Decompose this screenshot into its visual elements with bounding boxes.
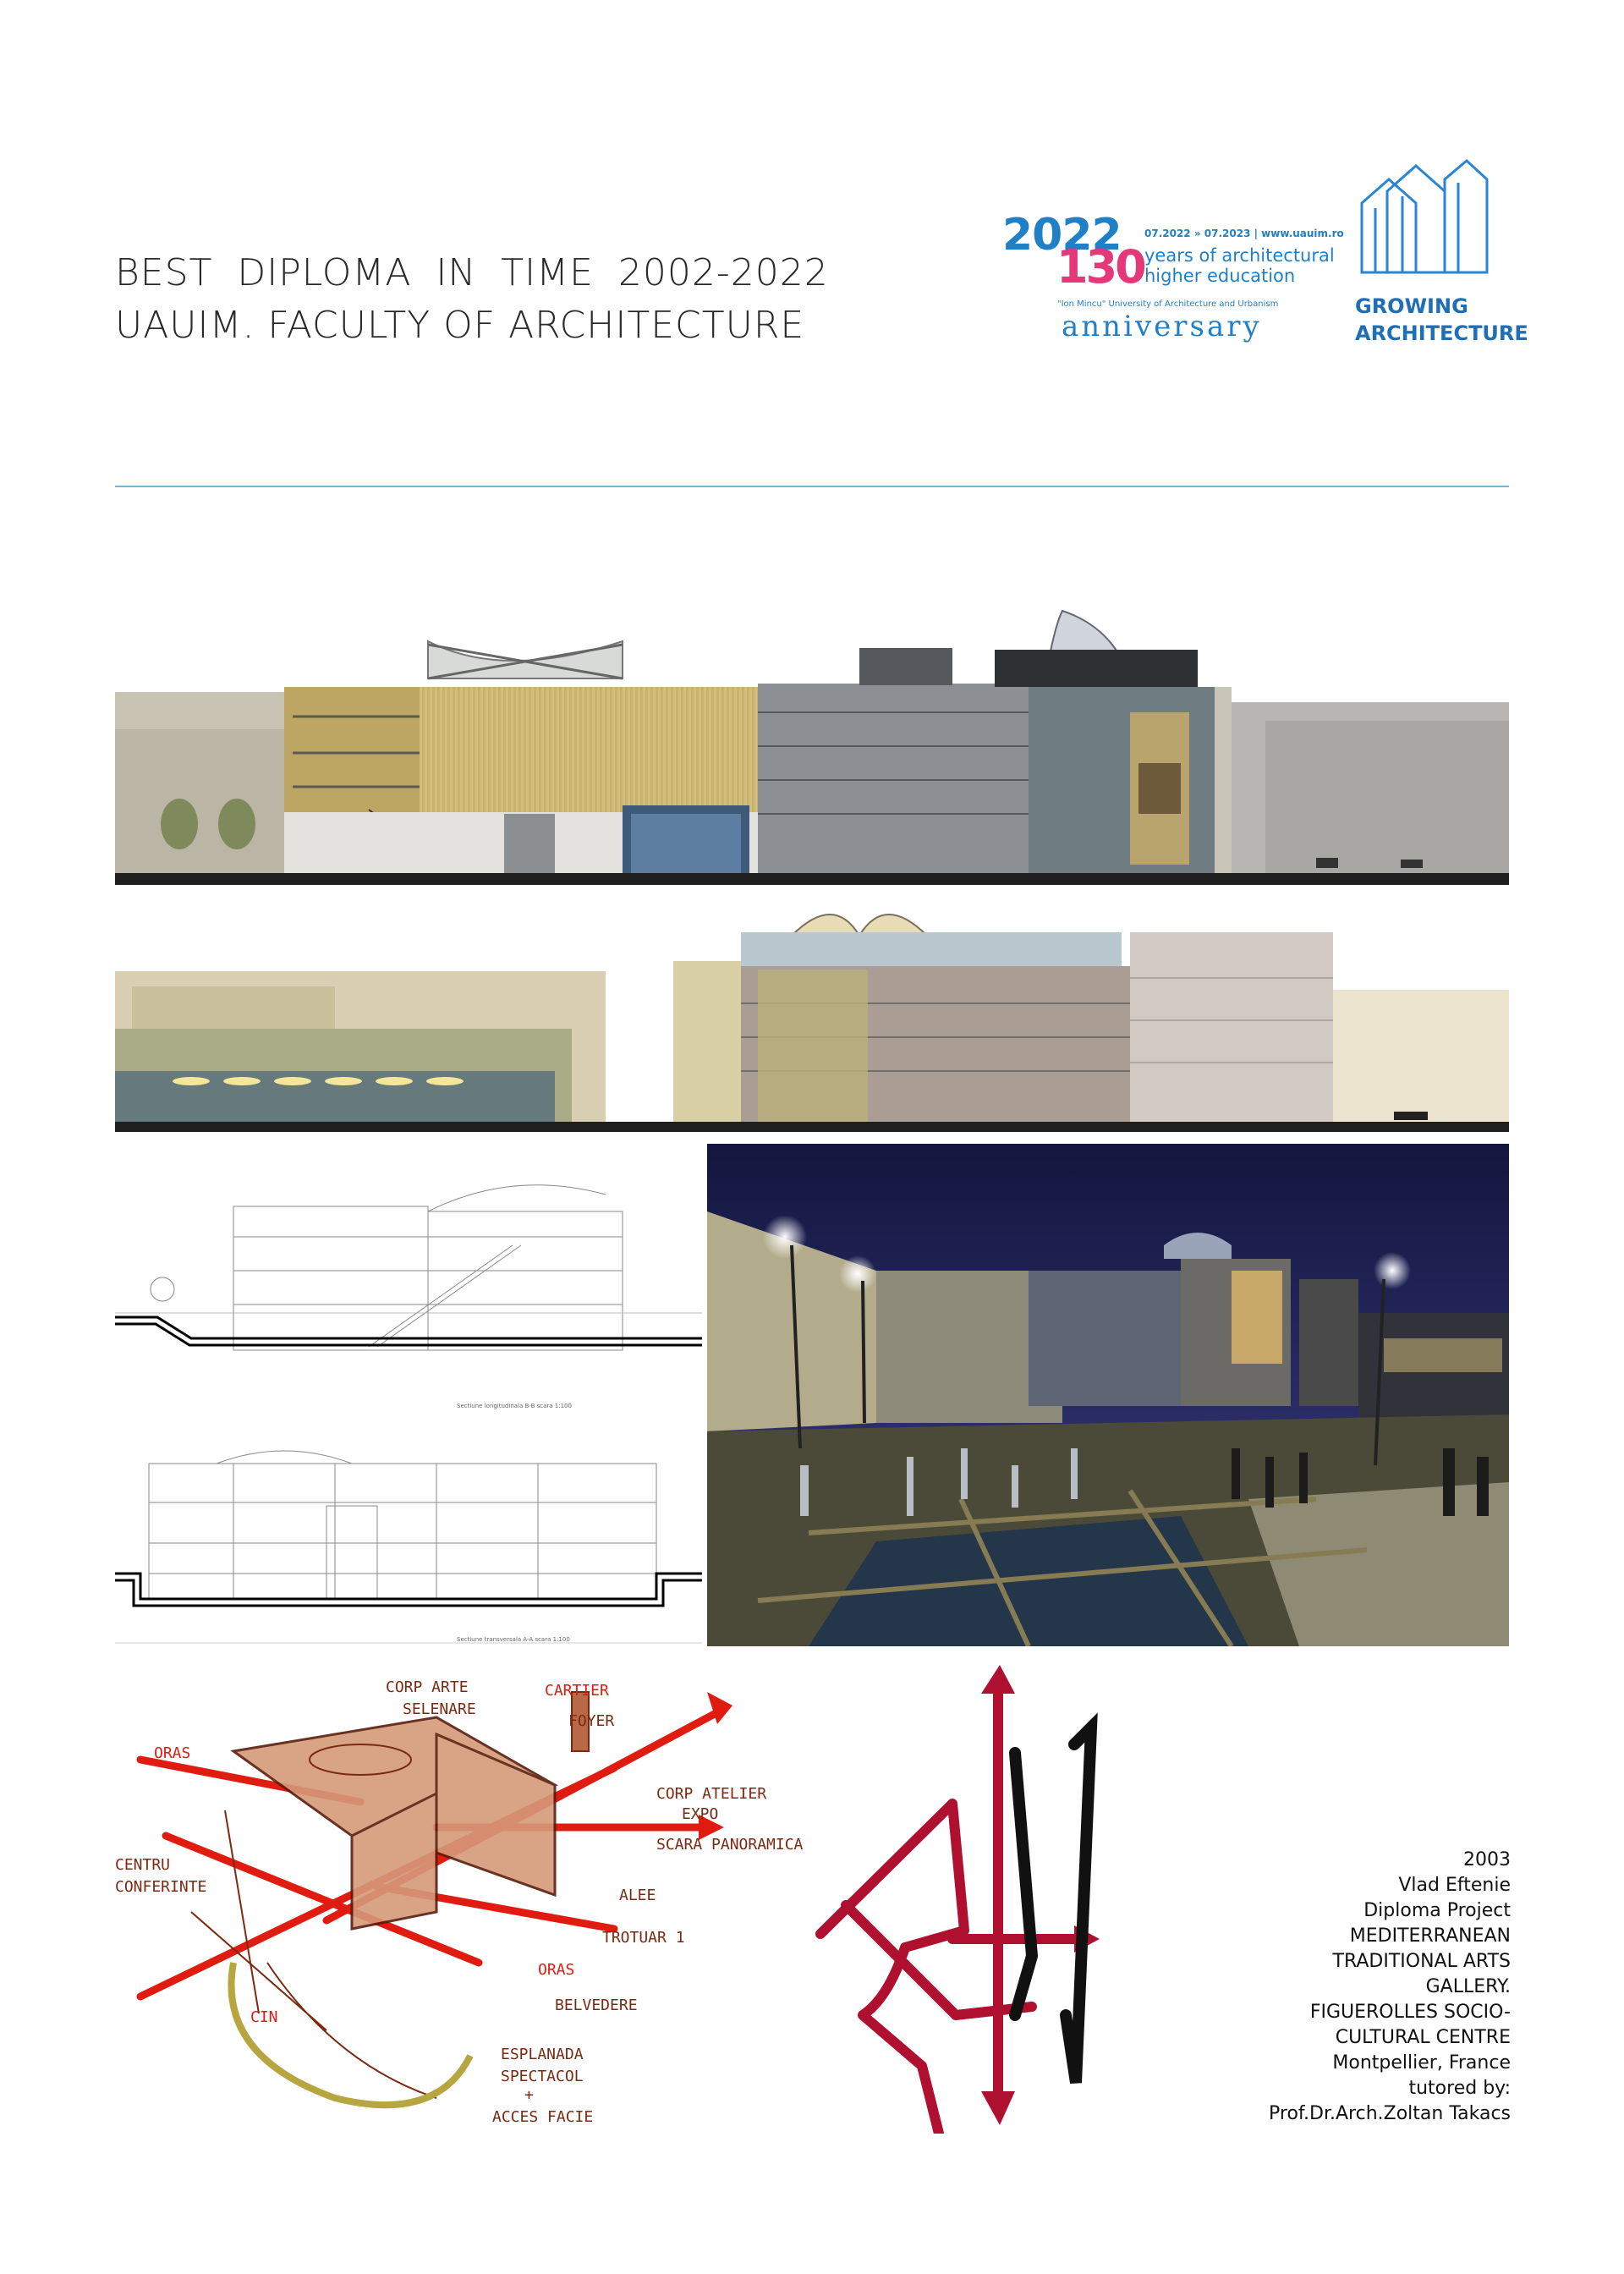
project-title-4: FIGUEROLLES SOCIO- <box>1309 2002 1511 2023</box>
growing-line-1: GROWING <box>1355 294 1468 318</box>
project-title-2: TRADITIONAL ARTS <box>1332 1951 1511 1972</box>
sketch-label-acces: ACCES FACIE <box>492 2108 594 2126</box>
anniversary-logo <box>1002 210 1344 349</box>
anniversary-line-1: years of architectural <box>1144 245 1335 266</box>
sketch-label-corp-atelier: CORP ATELIER <box>656 1785 767 1803</box>
sketch-label-esplanada: ESPLANADA <box>501 2046 584 2063</box>
sketch-label-cin: CIN <box>250 2008 278 2026</box>
anniversary-text <box>1144 245 1335 286</box>
longitudinal-section-caption: Sectiune longitudinala B-B scara 1:100 <box>457 1403 572 1409</box>
elevation-render-2 <box>115 902 1509 1132</box>
title-line-1: BEST DIPLOMA IN TIME 2002-2022 <box>115 251 829 294</box>
sketch-label-oras-top: ORAS <box>154 1744 191 1762</box>
project-author: Vlad Eftenie <box>1398 1875 1511 1896</box>
anniversary-dates: 07.2022 » 07.2023 | www.uauim.ro <box>1144 228 1344 239</box>
project-info <box>1167 1848 1511 2127</box>
project-location: Montpellier, France <box>1332 2052 1511 2074</box>
concept-sketch-diagram <box>812 1660 1167 2134</box>
growing-architecture-text <box>1355 293 1528 347</box>
anniversary-word: anniversary <box>1062 310 1262 343</box>
transversal-section-caption: Sectiune transversala A-A scara 1:100 <box>457 1636 570 1643</box>
project-tutor-label: tutored by: <box>1408 2078 1511 2099</box>
sketch-label-trotuar: TROTUAR 1 <box>602 1929 685 1947</box>
sketch-label-spectacol: SPECTACOL <box>501 2068 584 2085</box>
project-title-1: MEDITERRANEAN <box>1349 1925 1511 1947</box>
project-title-3: GALLERY. <box>1425 1976 1511 1997</box>
sketch-label-scara-panoramica: SCARA PANORAMICA <box>656 1836 804 1854</box>
header-divider <box>115 486 1509 487</box>
transversal-section-drawing <box>115 1430 702 1648</box>
project-type: Diploma Project <box>1363 1900 1511 1921</box>
sketch-label-cartier: CARTIER <box>545 1682 609 1700</box>
anniversary-number: 130 <box>1056 240 1144 294</box>
sketch-label-centru: CENTRU <box>115 1856 171 1874</box>
title-line-2: UAUIM. FACULTY OF ARCHITECTURE <box>115 304 805 347</box>
sketch-label-corp-arte: CORP ARTE <box>386 1678 469 1696</box>
elevation-render-1 <box>115 602 1509 885</box>
project-year: 2003 <box>1463 1849 1511 1870</box>
sketch-label-expo: EXPO <box>682 1805 719 1823</box>
longitudinal-section-drawing <box>115 1144 702 1387</box>
concept-sketch-axonometric <box>115 1658 831 2132</box>
sketch-label-foyer: FOYER <box>568 1712 615 1730</box>
anniversary-year: 2022 <box>1002 210 1122 261</box>
sketch-label-oras-mid: ORAS <box>538 1961 575 1979</box>
growing-architecture-house-icon <box>1353 157 1489 276</box>
sketch-label-plus: + <box>524 2086 534 2104</box>
sketch-label-belvedere: BELVEDERE <box>555 1997 638 2014</box>
sketch-label-conferinte: CONFERINTE <box>115 1878 207 1896</box>
anniversary-line-2: higher education <box>1144 266 1296 286</box>
page-title <box>115 247 829 352</box>
growing-line-2: ARCHITECTURE <box>1355 321 1528 345</box>
project-tutor: Prof.Dr.Arch.Zoltan Takacs <box>1269 2103 1511 2124</box>
project-title-5: CULTURAL CENTRE <box>1335 2027 1511 2048</box>
university-name: "Ion Mincu" University of Architecture and Urbanism <box>1057 299 1279 309</box>
night-perspective-render <box>707 1144 1509 1646</box>
sketch-label-alee: ALEE <box>619 1887 656 1904</box>
sketch-label-selenare: SELENARE <box>403 1700 476 1718</box>
